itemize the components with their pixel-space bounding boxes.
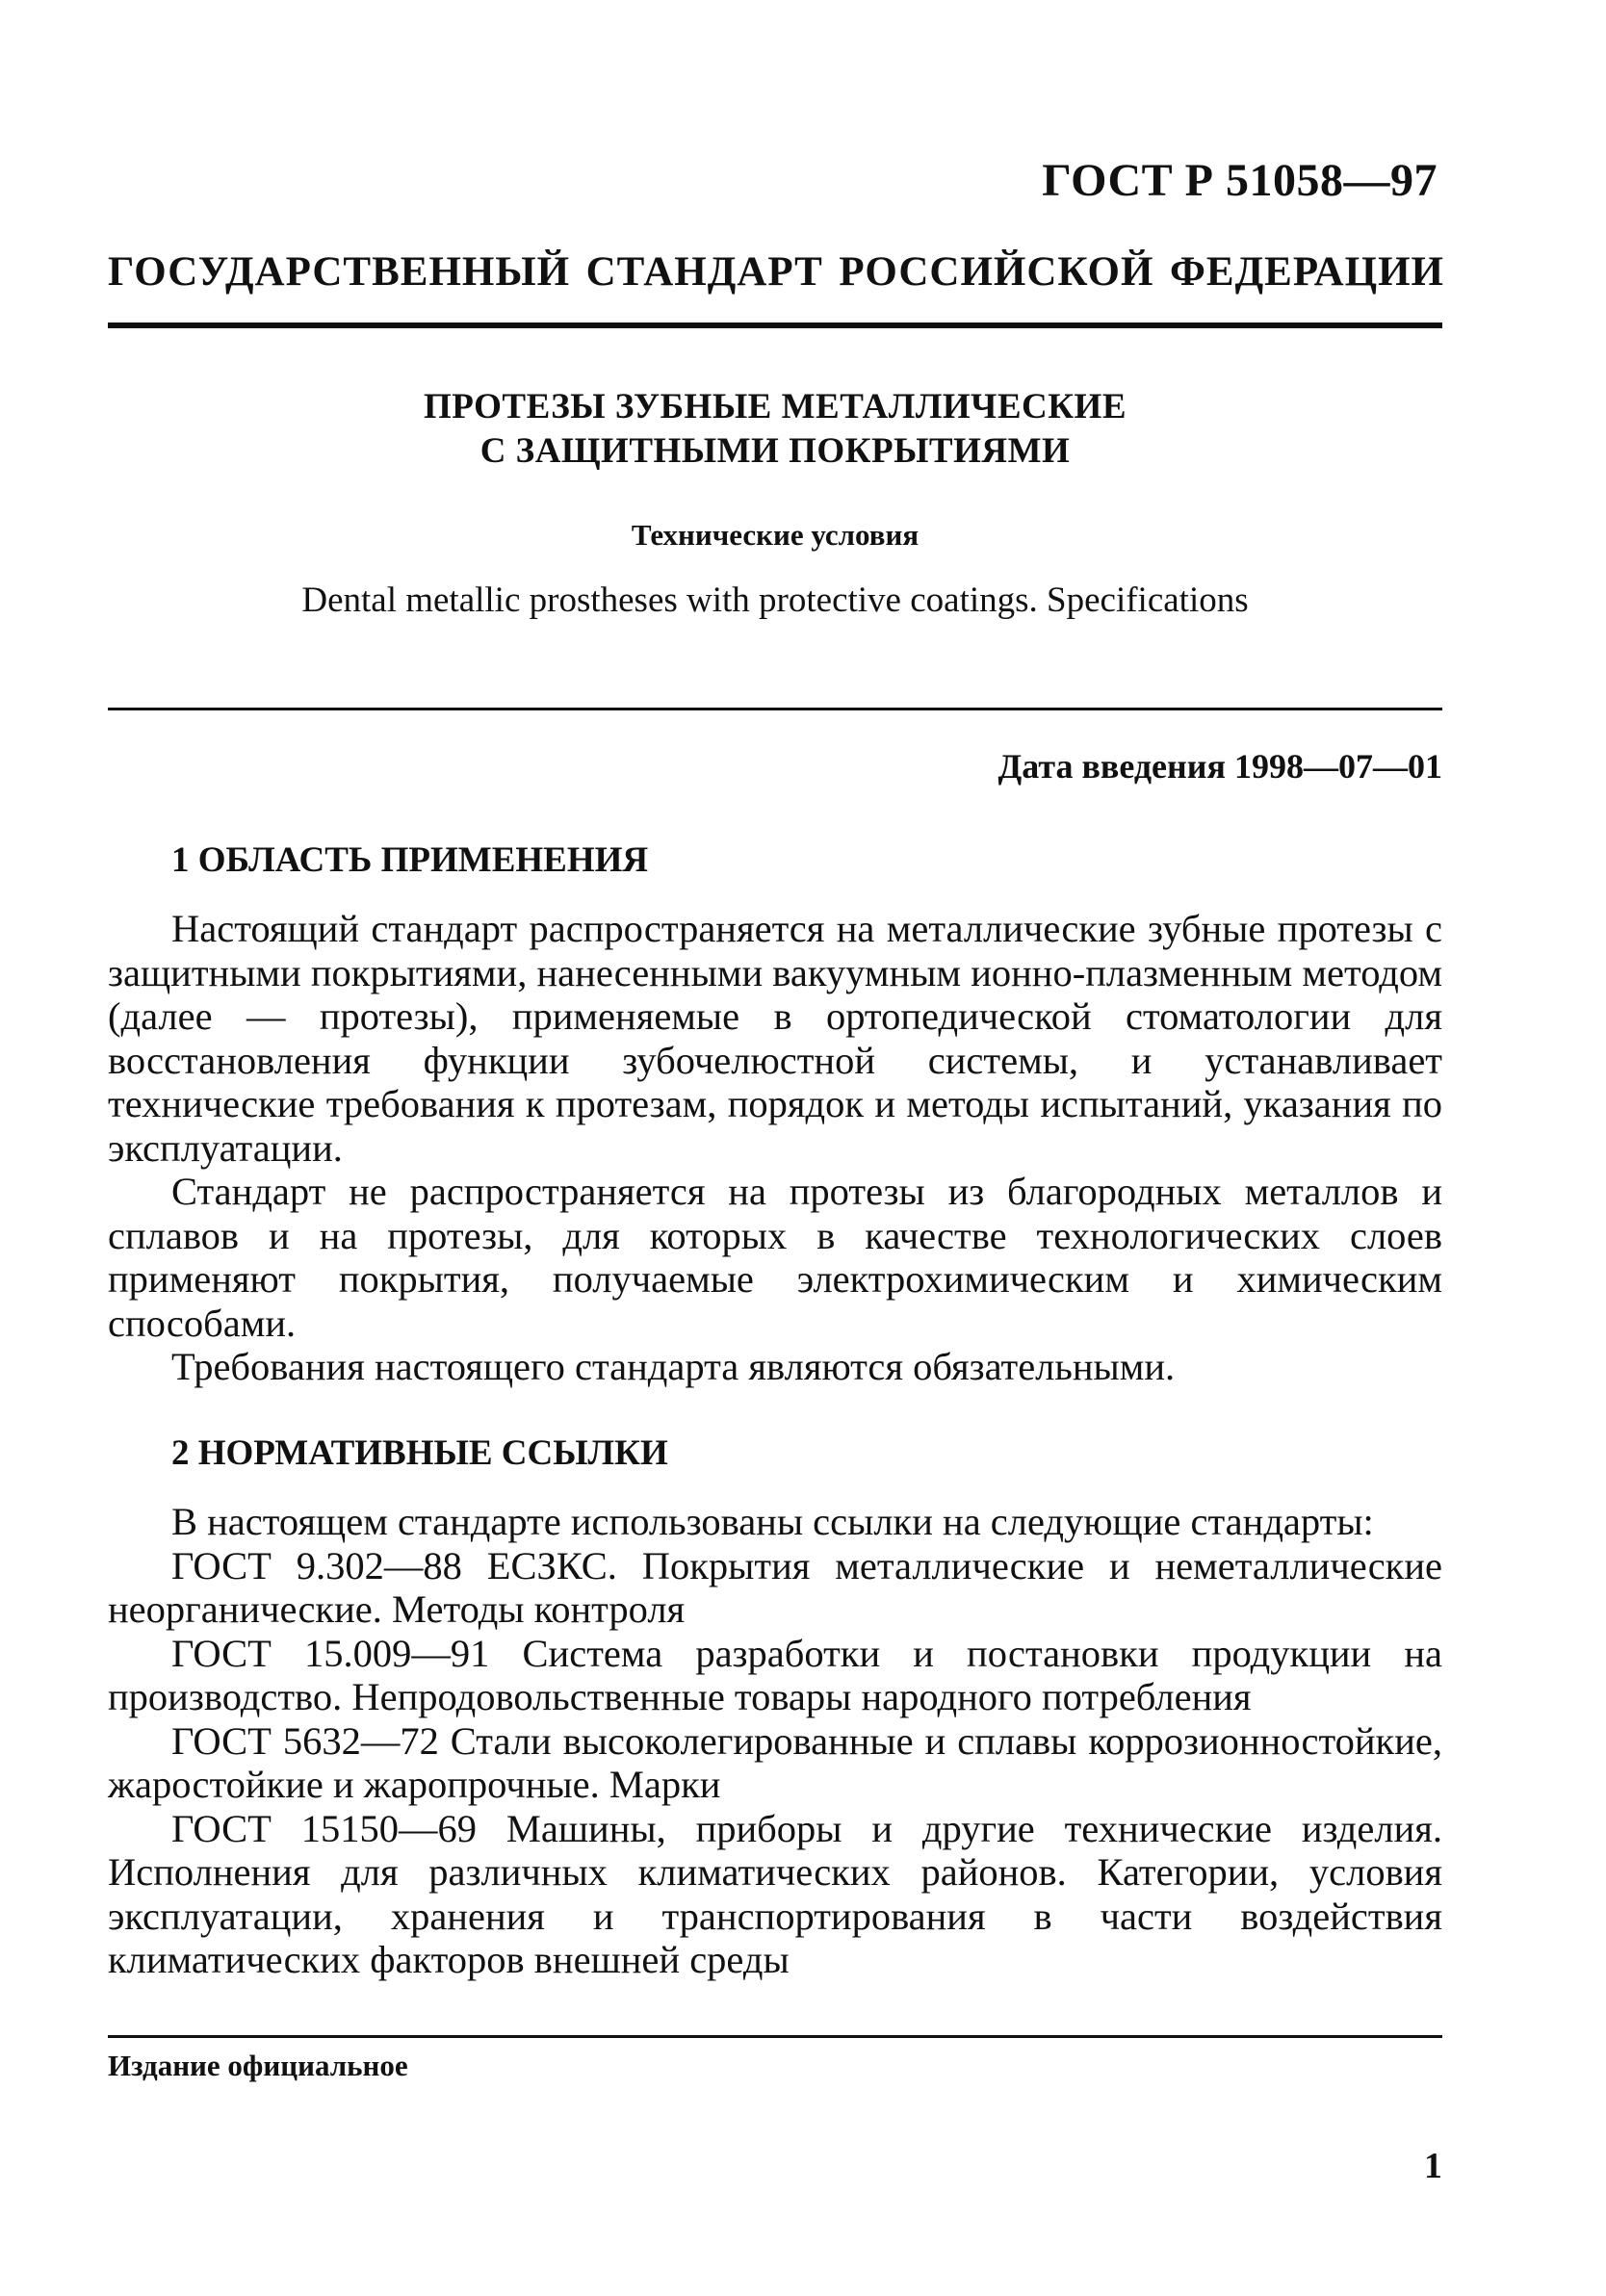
standard-code: ГОСТ Р 51058—97 [1042,155,1438,206]
paragraph: Стандарт не распространяется на протезы из благородных металлов и сплавов и на протезы, для которых в качестве технологических слоев применяют покрытия, получаемые электрохимическим и химическим способами. [108,1170,1442,1345]
paragraph: Настоящий стандарт распространяется на металлические зубные протезы с защитными покрытиями, нанесенными вакуумным ионно-плазменным методом (далее — протезы), применяемые в ортопедической стоматологии для восстановления функции зубочелюстной системы, и устанавливает технические требования к протезам, порядок и методы испытаний, указания по эксплуатации. [108,907,1442,1170]
section-1-heading: 1 ОБЛАСТЬ ПРИМЕНЕНИЯ [171,840,649,880]
footer-divider [108,2035,1442,2038]
document-subtitle: Технические условия [631,518,920,552]
section-2-body [108,1500,1442,1982]
title-line-1: ПРОТЕЗЫ ЗУБНЫЕ МЕТАЛЛИЧЕСКИЕ [423,387,1127,426]
title-line-2: С ЗАЩИТНЫМИ ПОКРЫТИЯМИ [479,431,1071,471]
section-1-body [108,907,1442,1389]
official-edition-label: Издание официальное [108,2049,408,2082]
header-divider [108,322,1442,328]
english-title: Dental metallic prostheses with protective coatings. Specifications [301,580,1249,620]
page-number: 1 [1424,2146,1442,2186]
paragraph: В настоящем стандарте использованы ссылки на следующие стандарты: [171,1500,1374,1543]
introduction-date: Дата введения 1998—07—01 [997,747,1442,786]
paragraph: Требования настоящего стандарта являются обязательными. [171,1345,1176,1388]
reference-item: ГОСТ 9.302—88 ЕСЗКС. Покрытия металлические и неметаллические неорганические. Методы контроля [108,1543,1442,1631]
title-divider [108,708,1442,710]
state-standard-heading: ГОСУДАРСТВЕННЫЙ СТАНДАРТ РОССИЙСКОЙ ФЕДЕРАЦИИ [108,249,1444,295]
reference-item: ГОСТ 15150—69 Машины, приборы и другие технические изделия. Исполнения для различных климатических районов. Категории, условия эксплуатации, хранения и транспортирования в части воздействия климатических факторов внешней среды [108,1806,1442,1981]
document-title [108,385,1442,474]
section-2-heading: 2 НОРМАТИВНЫЕ ССЫЛКИ [171,1433,668,1473]
reference-item: ГОСТ 5632—72 Стали высоколегированные и сплавы коррозионностойкие, жаростойкие и жаропрочные. Марки [108,1718,1442,1806]
reference-item: ГОСТ 15.009—91 Система разработки и постановки продукции на производство. Непродовольственные товары народного потребления [108,1631,1442,1718]
